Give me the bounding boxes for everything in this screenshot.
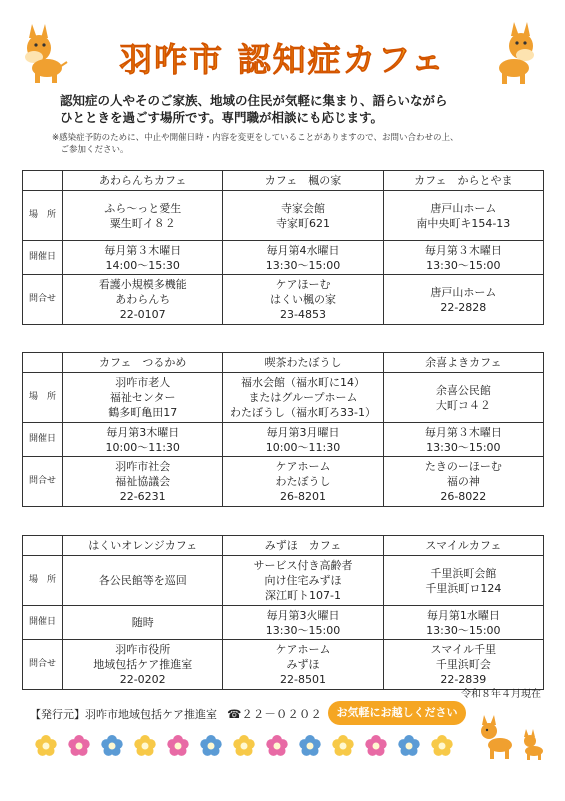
row-label-place: 場 所 <box>23 556 63 606</box>
flower-icon <box>35 735 56 756</box>
cafe-table-1 <box>22 170 544 325</box>
publisher-line <box>30 706 322 722</box>
flower-icon <box>299 735 320 756</box>
table-row-place <box>23 556 544 606</box>
cafe-place: 羽咋市老人 福祉センター 鶴多町亀田17 <box>63 373 223 423</box>
cafe-name: みずほ カフェ <box>223 536 383 556</box>
cafe-table-3 <box>22 535 544 690</box>
blank-cell <box>23 353 63 373</box>
cafe-date: 毎月第4水曜日 13:30～15:00 <box>223 241 383 275</box>
cafe-contact: たきのーほーむ 福の神 26-8022 <box>383 457 543 507</box>
blank-cell <box>23 536 63 556</box>
table-row-date <box>23 241 544 275</box>
cafe-name: 余喜よきカフェ <box>383 353 543 373</box>
flower-icon <box>398 735 419 756</box>
flower-icon <box>365 735 386 756</box>
cafe-name: カフェ 楓の家 <box>223 171 383 191</box>
row-label-date: 開催日 <box>23 606 63 640</box>
row-label-contact: 問合せ <box>23 275 63 325</box>
flower-icon <box>134 735 155 756</box>
cafe-contact: 羽咋市役所 地域包括ケア推進室 22-0202 <box>63 640 223 690</box>
cafe-date: 毎月第3木曜日 10:00～11:30 <box>63 423 223 457</box>
cafe-place: 千里浜町会館 千里浜町ロ124 <box>383 556 543 606</box>
cafe-date: 毎月第３木曜日 14:00～15:30 <box>63 241 223 275</box>
intro-text: 認知症の人やそのご家族、地域の住民が気軽に集まり、語らいながら ひとときを過ごす場所です。専門職が相談にも応じます。 <box>60 93 448 125</box>
cafe-date: 毎月第3月曜日 10:00～11:30 <box>223 423 383 457</box>
flower-icon <box>167 735 188 756</box>
table-row-date <box>23 423 544 457</box>
cafe-name: スマイルカフェ <box>383 536 543 556</box>
cafe-place: 各公民館等を巡回 <box>63 556 223 606</box>
donkey-icon-bottom <box>474 713 548 761</box>
row-label-contact: 問合せ <box>23 457 63 507</box>
as-of-date: 令和８年４月現在 <box>461 689 541 700</box>
row-label-date: 開催日 <box>23 423 63 457</box>
cafe-name: 喫茶わたぼうし <box>223 353 383 373</box>
table-header-row <box>23 171 544 191</box>
cafe-contact: ケアほーむ はくい楓の家 23-4853 <box>223 275 383 325</box>
row-label-date: 開催日 <box>23 241 63 275</box>
blank-cell <box>23 171 63 191</box>
cafe-name: カフェ つるかめ <box>63 353 223 373</box>
table-row-place <box>23 373 544 423</box>
cafe-contact: 看護小規模多機能 あわらんち 22-0107 <box>63 275 223 325</box>
flower-icon <box>266 735 287 756</box>
table-header-row <box>23 353 544 373</box>
cafe-contact: ケアホーム わたぼうし 26-8201 <box>223 457 383 507</box>
cafe-place: 余喜公民館 大町コ４２ <box>383 373 543 423</box>
callout-bubble: お気軽にお越しください <box>328 701 466 725</box>
cafe-date: 毎月第3火曜日 13:30～15:00 <box>223 606 383 640</box>
table-row-contact <box>23 275 544 325</box>
cafe-table-2 <box>22 352 544 507</box>
table-row-contact <box>23 640 544 690</box>
cafe-date: 毎月第1水曜日 13:30～15:00 <box>383 606 543 640</box>
flower-icon <box>200 735 221 756</box>
cafe-place: ふら～っと愛生 粟生町イ８２ <box>63 191 223 241</box>
row-label-place: 場 所 <box>23 191 63 241</box>
publisher-name: 【発行元】羽咋市地域包括ケア推進室 <box>30 708 217 721</box>
table-row-place <box>23 191 544 241</box>
cafe-place: 唐戸山ホーム 南中央町キ154-13 <box>383 191 543 241</box>
cafe-place: サービス付き高齢者 向け住宅みずほ 深江町ト107-1 <box>223 556 383 606</box>
cafe-date: 毎月第３木曜日 13:30～15:00 <box>383 241 543 275</box>
table-header-row <box>23 536 544 556</box>
row-label-place: 場 所 <box>23 373 63 423</box>
flower-icon <box>101 735 122 756</box>
cafe-place: 寺家会館 寺家町621 <box>223 191 383 241</box>
flower-row <box>34 732 474 760</box>
notice-text: ※感染症予防のために、中止や開催日時・内容を変更をしていることがありますので、お問い合わせの上、 ご参加ください。 <box>52 133 459 155</box>
page-title: 羽咋市 認知症カフェ <box>119 40 446 79</box>
cafe-place: 福水会館（福水町に14） またはグループホーム わたぼうし（福水町ろ33-1） <box>223 373 383 423</box>
flower-icon <box>332 735 353 756</box>
cafe-date: 毎月第３木曜日 13:30～15:00 <box>383 423 543 457</box>
table-row-date <box>23 606 544 640</box>
cafe-contact: スマイル千里 千里浜町会 22-2839 <box>383 640 543 690</box>
cafe-contact: 羽咋市社会 福祉協議会 22-6231 <box>63 457 223 507</box>
cafe-contact: 唐戸山ホーム 22-2828 <box>383 275 543 325</box>
cafe-name: カフェ からとやま <box>383 171 543 191</box>
flower-icon <box>233 735 254 756</box>
row-label-contact: 問合せ <box>23 640 63 690</box>
flower-icon <box>68 735 89 756</box>
table-row-contact <box>23 457 544 507</box>
cafe-name: はくいオレンジカフェ <box>63 536 223 556</box>
cafe-date: 随時 <box>63 606 223 640</box>
phone-number: ☎２２－０２０２ <box>227 707 322 721</box>
cafe-name: あわらんちカフェ <box>63 171 223 191</box>
flower-icon <box>431 735 452 756</box>
cafe-contact: ケアホーム みずほ 22-8501 <box>223 640 383 690</box>
